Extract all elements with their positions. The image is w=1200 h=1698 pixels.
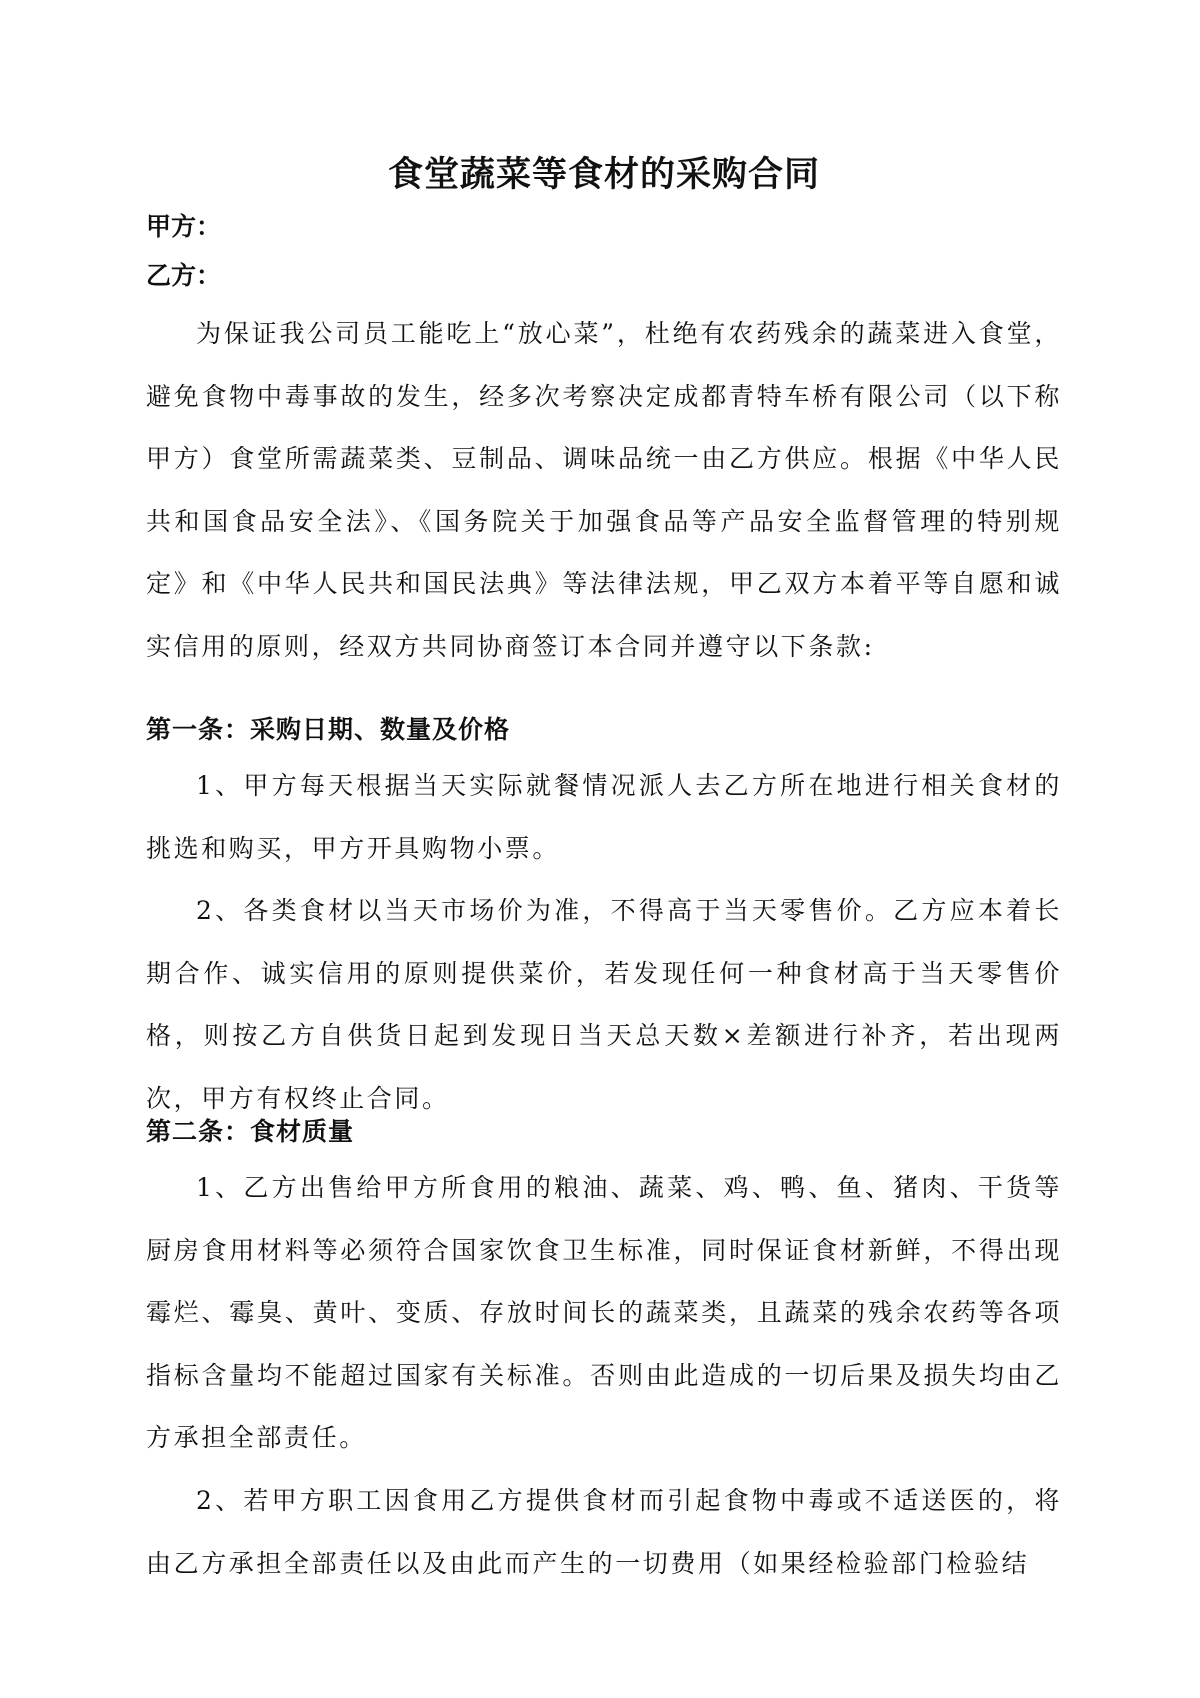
section-1-paragraph-1: 1、甲方每天根据当天实际就餐情况派人去乙方所在地进行相关食材的挑选和购买，甲方开具购物小票。 xyxy=(146,771,1062,863)
document-title: 食堂蔬菜等食材的采购合同 xyxy=(387,154,820,195)
party-a-label: 甲方： xyxy=(146,212,222,241)
section-2-paragraph-2: 2、若甲方职工因食用乙方提供食材而引起食物中毒或不适送医的，将由乙方承担全部责任以及由此而产生的一切费用（如果经检验部门检验结 xyxy=(146,1486,1062,1578)
intro-paragraph: 为保证我公司员工能吃上“放心菜”，杜绝有农药残余的蔬菜进入食堂，避免食物中毒事故的发生，经多次考察决定成都青特车桥有限公司（以下称甲方）食堂所需蔬菜类、豆制品、调味品统一由乙方供应。根据《中华人民共和国食品安全法》、《国务院关于加强食品等产品安全监督管理的特别规定》和《中华人民共和国民法典》等法律法规，甲乙双方本着平等自愿和诚实信用的原则，经双方共同协商签订本合同并遵守以下条款: xyxy=(146,319,1062,661)
section-1-paragraph-2: 2、各类食材以当天市场价为准，不得高于当天零售价。乙方应本着长期合作、诚实信用的原则提供菜价，若发现任何一种食材高于当天零售价格，则按乙方自供货日起到发现日当天总天数×差额进行补齐，若出现两次，甲方有权终止合同。 xyxy=(146,896,1062,1113)
section-2-heading: 第二条：食材质量 xyxy=(146,1117,355,1146)
party-b-label: 乙方： xyxy=(146,261,222,290)
section-1-heading: 第一条：采购日期、数量及价格 xyxy=(146,715,511,744)
section-2-paragraph-1: 1、乙方出售给甲方所食用的粮油、蔬菜、鸡、鸭、鱼、猪肉、干货等厨房食用材料等必须符合国家饮食卫生标准，同时保证食材新鲜，不得出现霉烂、霉臭、黄叶、变质、存放时间长的蔬菜类，且蔬菜的残余农药等各项指标含量均不能超过国家有关标准。否则由此造成的一切后果及损失均由乙方承担全部责任。 xyxy=(146,1173,1062,1452)
